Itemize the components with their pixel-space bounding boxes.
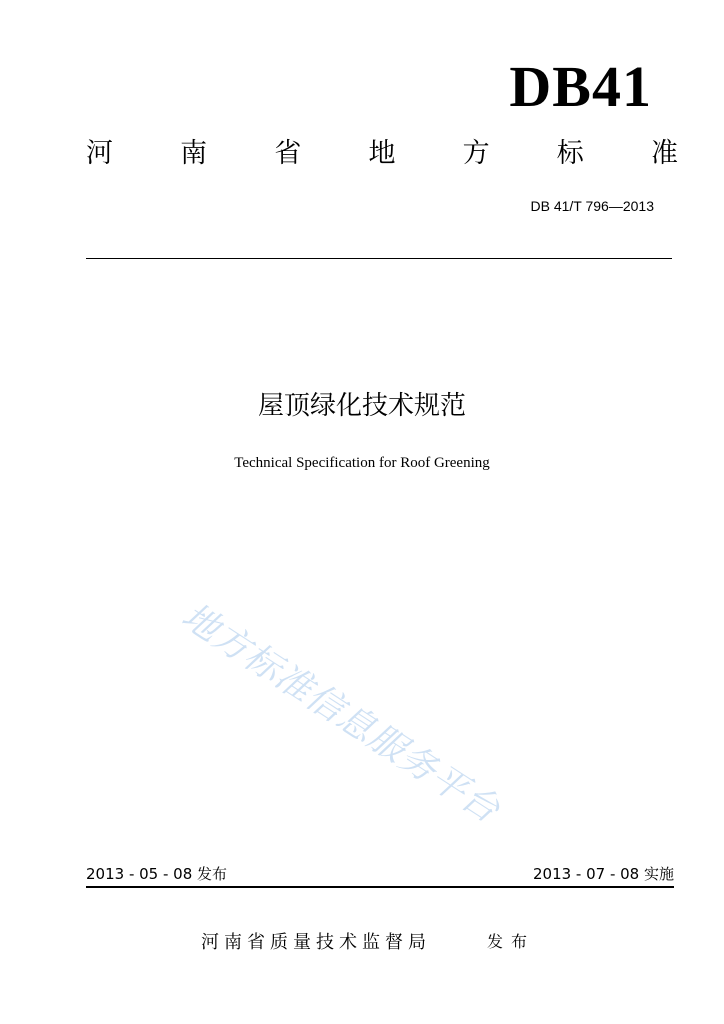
publish-date: 2013 - 05 - 08 发布: [86, 865, 228, 883]
issue-label: 发布: [487, 932, 536, 951]
org-char: 南: [180, 138, 208, 169]
organization-title: [86, 140, 678, 167]
document-title-english: Technical Specification for Roof Greening: [234, 455, 490, 471]
document-code: DB41: [509, 54, 652, 119]
org-char: 准: [650, 138, 678, 169]
org-char: 标: [556, 138, 584, 169]
org-char: 河: [86, 138, 113, 169]
bottom-divider: [86, 886, 674, 888]
org-char: 方: [462, 138, 490, 169]
org-char: 省: [274, 138, 302, 169]
watermark: 地方标准信息服务平台: [174, 595, 507, 832]
document-title-chinese: 屋顶绿化技术规范: [257, 391, 466, 421]
implement-date: 2013 - 07 - 08 实施: [532, 865, 674, 883]
issuing-authority: 河南省质量技术监督局: [201, 932, 431, 953]
org-char: 地: [368, 138, 396, 169]
standard-number: DB 41/T 796—2013: [530, 198, 654, 214]
top-divider: [86, 258, 672, 259]
